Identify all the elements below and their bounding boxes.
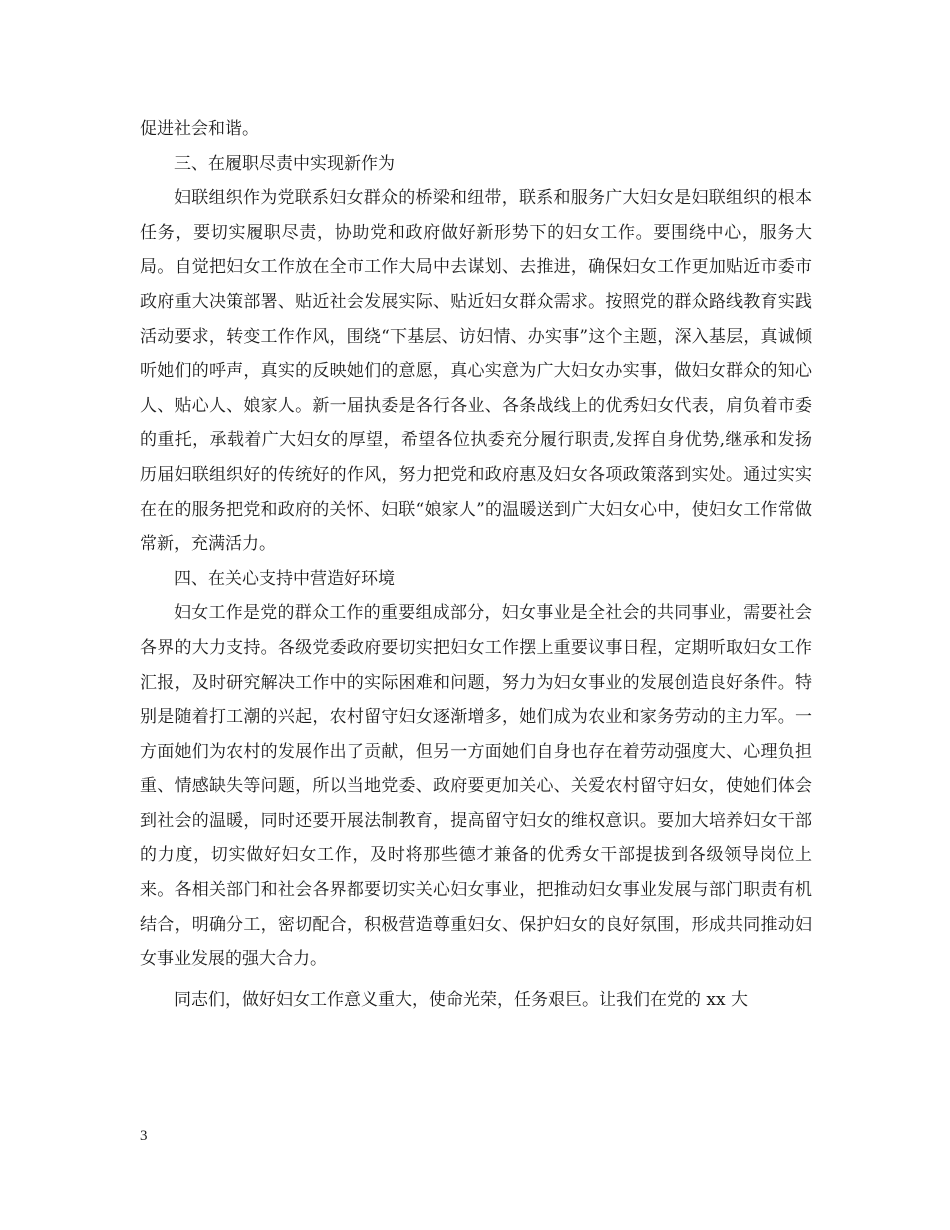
paragraph-closing: 同志们，做好妇女工作意义重大，使命光荣，任务艰巨。让我们在党的 xx 大 xyxy=(174,989,748,1010)
paragraph-section-3: 妇联组织作为党联系妇女群众的桥梁和纽带，联系和服务广大妇女是妇联组织的根本任务，要切实履职尽责，协助党和政府做好新形势下的妇女工作。要围绕中心，服务大局。自觉把妇女工作放在全市工作大局中去谋划、去推进，确保妇女工作更加贴近市委市政府重大决策部署、贴近社会发展实际、贴近妇女群众需求。按照党的群众路线教育实践活动要求，转变工作作风，围绕“下基层、访妇情、办实事”这个主题，深入基层，真诚倾听她们的呼声，真实的反映她们的意愿，真心实意为广大妇女办实事，做妇女群众的知心人、贴心人、娘家人。新一届执委是各行各业、各条战线上的优秀妇女代表，肩负着市委的重托，承载着广大妇女的厚望，希望各位执委充分履行职责,发挥自身优势,继承和发扬历届妇联组织好的传统好的作风，努力把党和政府惠及妇女各项政策落到实处。通过实实在在的服务把党和政府的关怀、妇联“娘家人”的温暖送到广大妇女心中，使妇女工作常做常新，充满活力。 xyxy=(140,188,812,555)
section-heading-4: 四、在关心支持中营造好环境 xyxy=(174,568,395,589)
page-number: 3 xyxy=(140,1128,148,1144)
paragraph-continuation: 促进社会和谐。 xyxy=(140,119,259,139)
section-heading-3: 三、在履职尽责中实现新作为 xyxy=(174,153,395,174)
paragraph-section-4: 妇女工作是党的群众工作的重要组成部分，妇女事业是全社会的共同事业，需要社会各界的大力支持。各级党委政府要切实把妇女工作摆上重要议事日程，定期听取妇女工作汇报，及时研究解决工作中的实际困难和问题，努力为妇女事业的发展创造良好条件。特别是随着打工潮的兴起，农村留守妇女逐渐增多，她们成为农业和家务劳动的主力军。一方面她们为农村的发展作出了贡献，但另一方面她们自身也存在着劳动强度大、心理负担重、情感缺失等问题，所以当地党委、政府要更加关心、关爱农村留守妇女，使她们体会到社会的温暖，同时还要开展法制教育，提高留守妇女的维权意识。要加大培养妇女干部的力度，切实做好妇女工作，及时将那些德才兼备的优秀女干部提拔到各级领导岗位上来。各相关部门和社会各界都要切实关心妇女事业，把推动妇女事业发展与部门职责有机结合，明确分工，密切配合，积极营造尊重妇女、保护妇女的良好氛围，形成共同推动妇女事业发展的强大合力。 xyxy=(140,603,812,970)
document-body xyxy=(140,112,812,1017)
